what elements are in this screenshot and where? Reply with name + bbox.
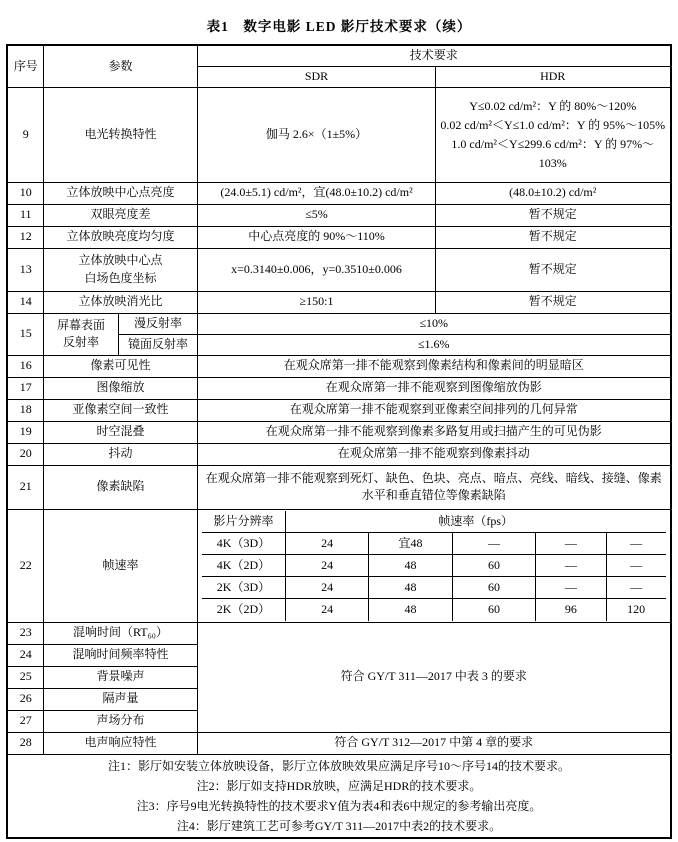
- cell-2k3d-v5: —: [606, 577, 665, 599]
- cell-r20-param: 抖动: [43, 443, 197, 465]
- cell-r12-hdr: 暂不规定: [436, 226, 671, 248]
- cell-r11-hdr: 暂不规定: [436, 204, 671, 226]
- cell-r27-param: 声场分布: [43, 710, 197, 732]
- spec-table: [6, 44, 671, 839]
- cell-4k2d-v2: 48: [369, 555, 452, 577]
- cell-4k2d-v4: —: [536, 555, 606, 577]
- cell-2k3d-v1: 24: [285, 577, 368, 599]
- table-row: [202, 533, 666, 555]
- cell-r10-sdr: (24.0±5.1) cd/m²，宜(48.0±10.2) cd/m²: [198, 182, 436, 204]
- r13-param-line1: 立体放映中心点: [78, 253, 163, 268]
- cell-2k3d-v4: —: [536, 577, 606, 599]
- cell-r14-param: 立体放映消光比: [43, 291, 197, 313]
- cell-r20-no: 20: [7, 443, 43, 465]
- cell-r28-no: 28: [7, 732, 43, 754]
- cell-r28-value: 符合 GY/T 312—2017 中第 4 章的要求: [198, 732, 671, 754]
- cell-r12-no: 12: [7, 226, 43, 248]
- subheader-resolution: 影片分辨率: [202, 511, 285, 533]
- frame-rate-table: [202, 511, 666, 621]
- cell-r13-no: 13: [7, 248, 43, 291]
- cell-4k3d-v1: 24: [285, 533, 368, 555]
- cell-r13-hdr: 暂不规定: [436, 248, 671, 291]
- table-row: [202, 577, 666, 599]
- r13-param-line2: 白场色度坐标: [84, 270, 157, 285]
- table-row: [202, 555, 666, 577]
- cell-r24-param: 混响时间频率特性: [43, 644, 197, 666]
- cell-r12-param: 立体放映亮度均匀度: [43, 226, 197, 248]
- cell-2k2d-v1: 24: [285, 599, 368, 621]
- cell-r19-param: 时空混叠: [43, 421, 197, 443]
- cell-4k3d-v2: 宜48: [369, 533, 452, 555]
- cell-4k3d-res: 4K（3D）: [202, 533, 285, 555]
- cell-r21-value: 在观众席第一排不能观察到死灯、缺色、色块、亮点、暗点、亮线、暗线、接缝、像素水平和垂直错位等像素缺陷: [198, 465, 671, 509]
- note-3: 注3：序号9电光转换特性的技术要求Y值为表4和表6中规定的参考输出亮度。: [136, 798, 542, 813]
- cell-r14-no: 14: [7, 291, 43, 313]
- cell-r14-sdr: ≥150:1: [198, 291, 436, 313]
- cell-r19-value: 在观众席第一排不能观察到像素多路复用或扫描产生的可见伪影: [198, 421, 671, 443]
- cell-r25-no: 25: [7, 666, 43, 688]
- cell-r11-param: 双眼亮度差: [43, 204, 197, 226]
- cell-r14-hdr: 暂不规定: [436, 291, 671, 313]
- cell-r22-param: 帧速率: [43, 509, 197, 622]
- cell-r25-param: 背景噪声: [43, 666, 197, 688]
- cell-4k3d-v5: —: [606, 533, 665, 555]
- cell-2k3d-res: 2K（3D）: [202, 577, 285, 599]
- header-tech-req: 技术要求: [198, 45, 671, 66]
- cell-r10-hdr: (48.0±10.2) cd/m²: [436, 182, 671, 204]
- cell-r16-param: 像素可见性: [43, 355, 197, 377]
- cell-r21-param: 像素缺陷: [43, 465, 197, 509]
- cell-2k2d-res: 2K（2D）: [202, 599, 285, 621]
- cell-r16-value: 在观众席第一排不能观察到像素结构和像素间的明显暗区: [198, 355, 671, 377]
- cell-4k3d-v4: —: [536, 533, 606, 555]
- cell-r15-param: [43, 313, 118, 355]
- header-param: 参数: [43, 45, 197, 87]
- cell-r10-no: 10: [7, 182, 43, 204]
- cell-r15-sub2-value: ≤1.6%: [198, 334, 671, 355]
- cell-r17-value: 在观众席第一排不能观察到图像缩放伪影: [198, 377, 671, 399]
- header-no: 序号: [7, 45, 43, 87]
- cell-4k2d-v1: 24: [285, 555, 368, 577]
- note-4: 注4：影厅建筑工艺可参考GY/T 311—2017中表2的技术要求。: [176, 818, 502, 833]
- cell-2k2d-v2: 48: [369, 599, 452, 621]
- cell-r23-no: 23: [7, 622, 43, 644]
- header-sdr: SDR: [198, 66, 436, 87]
- cell-2k3d-v3: 60: [452, 577, 535, 599]
- cell-2k3d-v2: 48: [369, 577, 452, 599]
- cell-r15-no: 15: [7, 313, 43, 355]
- cell-4k2d-v3: 60: [452, 555, 535, 577]
- cell-r15-sub2-label: 镜面反射率: [118, 334, 197, 355]
- cell-r9-param: 电光转换特性: [43, 87, 197, 182]
- table-row: [202, 599, 666, 621]
- cell-r9-sdr: 伽马 2.6×（1±5%）: [198, 87, 436, 182]
- cell-r12-sdr: 中心点亮度的 90%～110%: [198, 226, 436, 248]
- r9-hdr-line3: 1.0 cd/m²＜Y≤299.6 cd/m²：Y 的 97%～103%: [451, 136, 655, 170]
- cell-r22-subtable: [198, 509, 671, 622]
- note-1: 注1：影厅如安装立体放映设备，影厅立体放映效果应满足序号10～序号14的技术要求。: [107, 758, 570, 773]
- cell-4k3d-v3: —: [452, 533, 535, 555]
- cell-r18-value: 在观众席第一排不能观察到亚像素空间排列的几何异常: [198, 399, 671, 421]
- cell-r21-no: 21: [7, 465, 43, 509]
- cell-r24-no: 24: [7, 644, 43, 666]
- r15-param-line2: 反射率: [62, 335, 99, 349]
- cell-r18-no: 18: [7, 399, 43, 421]
- table-title: 表1 数字电影 LED 影厅技术要求（续）: [206, 19, 472, 34]
- cell-r13-sdr: x=0.3140±0.006，y=0.3510±0.006: [198, 248, 436, 291]
- cell-4k2d-v5: —: [606, 555, 665, 577]
- cell-r27-no: 27: [7, 710, 43, 732]
- cell-r11-sdr: ≤5%: [198, 204, 436, 226]
- cell-4k2d-res: 4K（2D）: [202, 555, 285, 577]
- cell-acoustic-requirement: 符合 GY/T 311—2017 中表 3 的要求: [198, 622, 671, 732]
- cell-r20-value: 在观众席第一排不能观察到像素抖动: [198, 443, 671, 465]
- cell-r13-param: [43, 248, 197, 291]
- r9-hdr-line1: Y≤0.02 cd/m²：Y 的 80%～120%: [469, 98, 637, 113]
- subheader-fps: 帧速率（fps）: [285, 511, 665, 533]
- cell-r22-no: 22: [7, 509, 43, 622]
- cell-2k2d-v5: 120: [606, 599, 665, 621]
- cell-r16-no: 16: [7, 355, 43, 377]
- cell-r9-no: 9: [7, 87, 43, 182]
- cell-r26-no: 26: [7, 688, 43, 710]
- cell-r23-param: 混响时间（RT₆₀）: [43, 622, 197, 644]
- cell-r9-hdr: [436, 87, 671, 182]
- table-notes: [7, 754, 670, 838]
- cell-r19-no: 19: [7, 421, 43, 443]
- cell-r15-sub1-value: ≤10%: [198, 313, 671, 334]
- r9-hdr-line2: 0.02 cd/m²＜Y≤1.0 cd/m²：Y 的 95%～105%: [440, 117, 666, 132]
- cell-r10-param: 立体放映中心点亮度: [43, 182, 197, 204]
- cell-r18-param: 亚像素空间一致性: [43, 399, 197, 421]
- header-hdr: HDR: [436, 66, 671, 87]
- cell-r11-no: 11: [7, 204, 43, 226]
- note-2: 注2：影厅如支持HDR放映，应满足HDR的技术要求。: [196, 778, 482, 793]
- cell-2k2d-v4: 96: [536, 599, 606, 621]
- cell-r17-param: 图像缩放: [43, 377, 197, 399]
- cell-r17-no: 17: [7, 377, 43, 399]
- cell-r28-param: 电声响应特性: [43, 732, 197, 754]
- r15-param-line1: 屏幕表面: [56, 317, 105, 332]
- cell-2k2d-v3: 60: [452, 599, 535, 621]
- cell-r15-sub1-label: 漫反射率: [118, 313, 197, 334]
- cell-r26-param: 隔声量: [43, 688, 197, 710]
